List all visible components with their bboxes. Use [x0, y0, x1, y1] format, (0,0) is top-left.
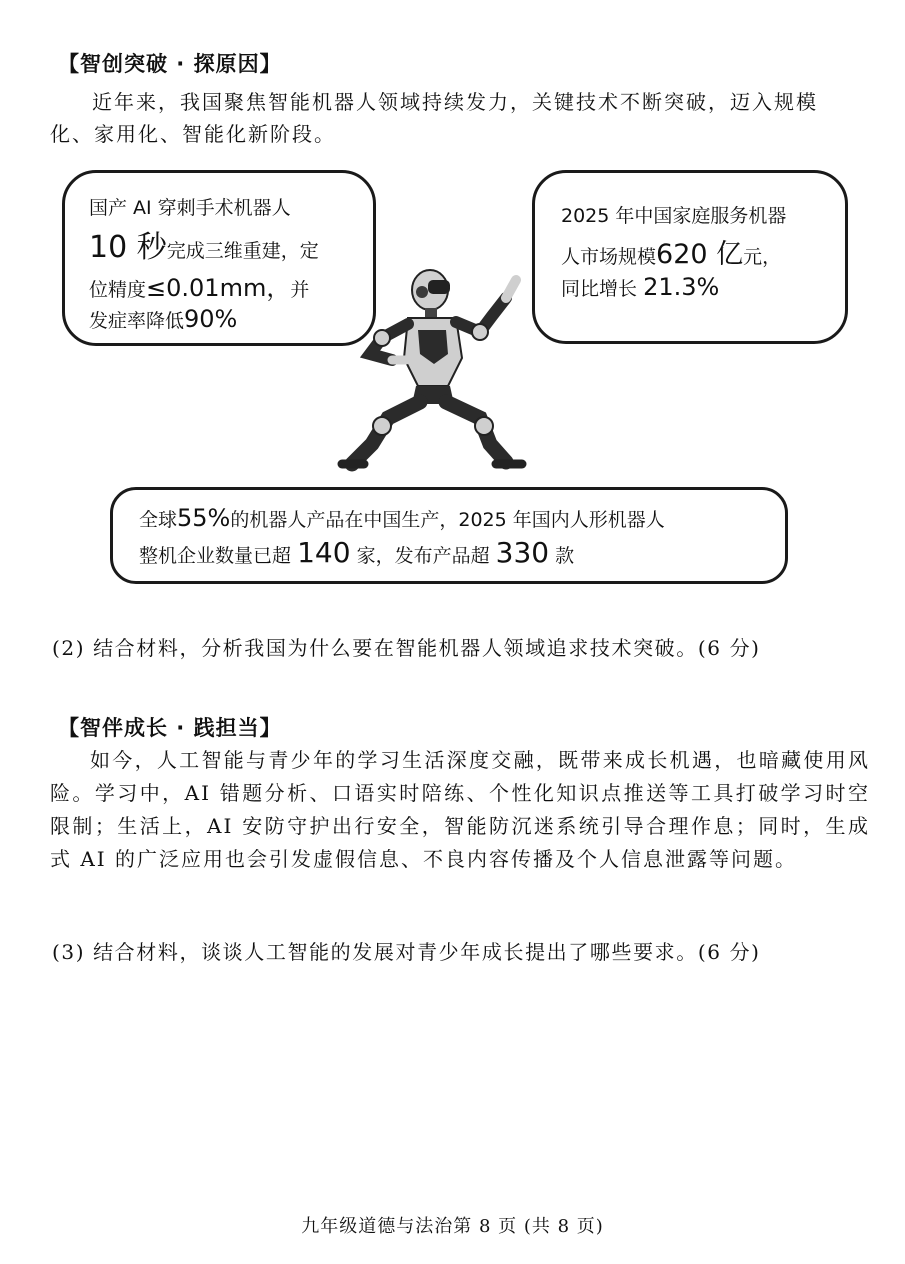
callout-bottom-line-2 [139, 536, 767, 569]
intro-line-2: 化、家用化、智能化新阶段。 [50, 122, 336, 146]
intro-paragraph [50, 86, 870, 150]
callout-home-service-market [532, 170, 848, 344]
callout-right-line-2-text: 人市场规模 [561, 246, 657, 268]
callout-right-line-1: 2025 年中国家庭服务机器 [561, 205, 787, 227]
callout-bottom-line-2-a: 整机企业数量已超 [139, 545, 292, 567]
callout-right-line-3-text: 同比增长 [561, 278, 638, 300]
callout-left-line-2-text: 完成三维重建，定 [166, 240, 319, 262]
section2-paragraph: 如今，人工智能与青少年的学习生活深度交融，既带来成长机遇，也暗藏使用风险。学习中，AI 错题分析、口语实时陪练、个性化知识点推送等工具打破学习时空限制；生活上，AI 安防守护出行安全，智能防沉迷系统引导合理作息；同时，生成式 AI 的广泛应用也会引发虚假信息、不良内容传播及个人信息泄露等问题。 [50, 748, 870, 871]
callout-right-line-2 [561, 232, 829, 271]
stat-growth: 21.3% [643, 273, 720, 301]
stat-complication-drop: 90% [184, 305, 238, 333]
callout-left-line-3-text: 位精度 [89, 279, 147, 301]
callout-bottom-line-1 [139, 504, 767, 532]
callout-right-line-3 [561, 273, 829, 301]
stat-global-share: 55% [177, 504, 231, 532]
callout-surgical-robot [62, 170, 376, 346]
robot-illustration [330, 268, 540, 478]
section-heading-explore-reasons: 【智创突破 · 探原因】 [58, 52, 282, 76]
section-heading-companion-growth: 【智伴成长 · 践担当】 [58, 716, 282, 740]
callout-right-line-2-tail: 元， [743, 246, 782, 268]
stat-seconds: 10 秒 [89, 230, 167, 265]
intro-line-1: 近年来，我国聚焦智能机器人领域持续发力，关键技术不断突破，迈入规模 [92, 90, 818, 114]
page-footer: 九年级道德与法治第 8 页 (共 8 页) [301, 1216, 604, 1237]
question-3: (3) 结合材料，谈谈人工智能的发展对青少年成长提出了哪些要求。(6 分) [52, 940, 761, 964]
callout-left-line-1: 国产 AI 穿刺手术机器人 [89, 197, 291, 219]
callout-left-line-2 [89, 222, 355, 266]
stat-precision: ≤0.01mm， [146, 274, 291, 302]
stat-product-count: 330 [495, 536, 550, 569]
callout-left-line-4-text: 发症率降低 [89, 310, 185, 332]
callout-bottom-line-1-a: 全球 [139, 509, 178, 531]
callout-bottom-line-1-b: 的机器人产品在中国生产，2025 年国内人形机器人 [230, 509, 665, 531]
callout-bottom-line-2-b: 家，发布产品超 [356, 545, 490, 567]
callout-bottom-line-2-c: 款 [555, 545, 575, 567]
callout-left-line-4 [89, 305, 355, 333]
question-2: (2) 结合材料，分析我国为什么要在智能机器人领域追求技术突破。(6 分) [52, 636, 761, 660]
callout-left-line-3 [89, 268, 355, 303]
stat-market-size: 620 亿 [656, 239, 744, 270]
stat-company-count: 140 [297, 536, 351, 569]
callout-global-production [110, 487, 788, 584]
callout-left-line-3-tail: 并 [290, 279, 310, 301]
